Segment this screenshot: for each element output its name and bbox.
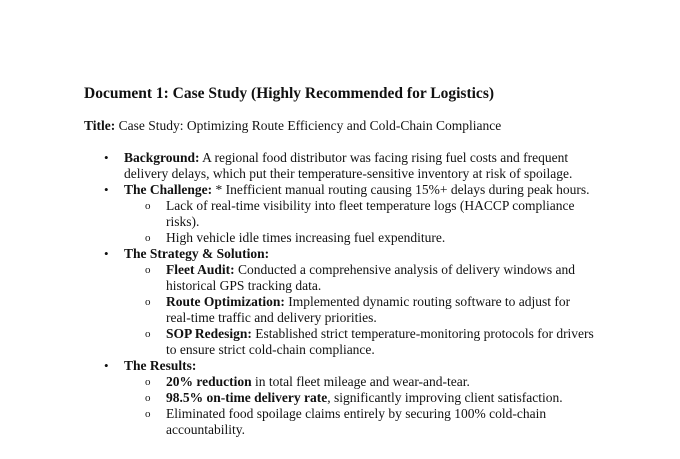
sub-item-label: Fleet Audit:: [166, 262, 235, 277]
sub-item-text: , significantly improving client satisfaction.: [327, 390, 563, 405]
bullet-icon: •: [104, 246, 109, 261]
sub-item-text: Lack of real-time visibility into fleet temperature logs (HACCP compliance risks).: [166, 198, 575, 229]
sub-bullet-icon: o: [145, 264, 151, 276]
sub-item: [0, 326, 596, 358]
sub-item-label: Route Optimization:: [166, 294, 285, 309]
sub-bullet-icon: o: [145, 328, 151, 340]
sub-item: [0, 374, 596, 390]
item-label: Background:: [124, 150, 200, 165]
bullet-icon: •: [104, 358, 109, 373]
sub-bullet-icon: o: [145, 392, 151, 404]
title-label: Title:: [84, 118, 116, 133]
item-label: The Strategy & Solution:: [124, 246, 270, 261]
document-heading: Document 1: Case Study (Highly Recommended for Logistics): [84, 85, 495, 102]
sub-bullet-icon: o: [145, 296, 151, 308]
item-label: The Challenge:: [124, 182, 213, 197]
item-text: * Inefficient manual routing causing 15%+ delays during peak hours.: [212, 182, 590, 197]
item-label: The Results:: [124, 358, 197, 373]
title-text: Case Study: Optimizing Route Efficiency and Cold-Chain Compliance: [115, 118, 502, 133]
title-line: [84, 118, 501, 134]
sub-item-text: in total fleet mileage and wear-and-tear.: [251, 374, 470, 389]
sub-item-label: SOP Redesign:: [166, 326, 252, 341]
list-item-results: [0, 358, 609, 374]
item-text: A regional food distributor was facing rising fuel costs and frequent delivery delays, which put their temperature-sensitive inventory at risk of spoilage.: [124, 150, 573, 181]
sub-item: [0, 294, 596, 326]
sub-item: [0, 406, 596, 438]
sub-item-label: 98.5% on-time delivery rate: [166, 390, 328, 405]
sub-item: [0, 198, 596, 230]
bullet-icon: •: [104, 150, 109, 165]
sub-item-text: Conducted a comprehensive analysis of delivery windows and historical GPS tracking data.: [166, 262, 576, 293]
sub-item-text: Established strict temperature-monitoring protocols for drivers to ensure strict cold-chain compliance.: [166, 326, 594, 357]
sub-bullet-icon: o: [145, 408, 151, 420]
sub-bullet-icon: o: [145, 200, 151, 212]
sub-item-text: High vehicle idle times increasing fuel expenditure.: [166, 230, 446, 245]
bullet-icon: •: [104, 182, 109, 197]
sub-item: [0, 262, 596, 294]
sub-item-text: Eliminated food spoilage claims entirely by securing 100% cold-chain accountability.: [166, 406, 547, 437]
list-item-challenge: [0, 182, 609, 198]
sub-bullet-icon: o: [145, 232, 151, 244]
sub-item: [0, 390, 596, 406]
list-item-background: [0, 150, 609, 182]
sub-bullet-icon: o: [145, 376, 151, 388]
sub-item-label: 20% reduction: [166, 374, 252, 389]
bullet-list: [0, 150, 680, 438]
sub-item: [0, 230, 596, 246]
sub-item-text: Implemented dynamic routing software to adjust for real-time traffic and delivery priorities.: [166, 294, 571, 325]
list-item-strategy: [0, 246, 609, 262]
